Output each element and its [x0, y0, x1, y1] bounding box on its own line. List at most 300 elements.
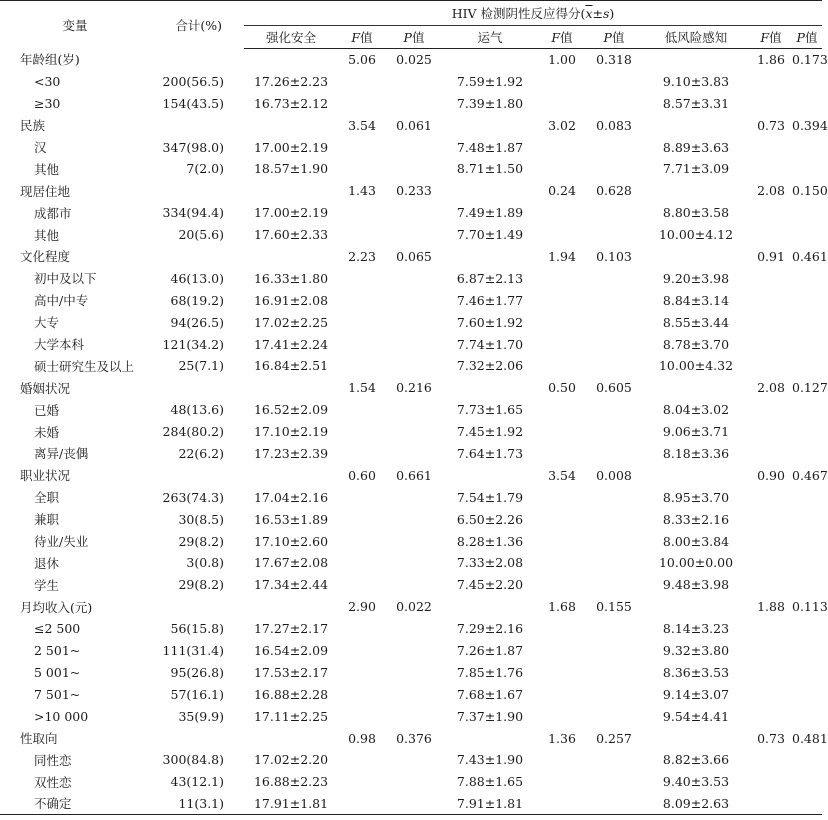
cell-f3 [750, 224, 792, 246]
cell-f3 [750, 574, 792, 596]
table-row [0, 224, 822, 246]
cell-p2 [586, 311, 642, 333]
table-group-row [0, 377, 822, 399]
cell-p3: 0.461 [792, 248, 828, 264]
cell-f3 [750, 508, 792, 530]
cell-p2 [586, 267, 642, 289]
cell-p1 [386, 530, 442, 552]
cell-safety: 16.84±2.51 [253, 358, 329, 374]
cell-f2 [538, 661, 586, 683]
cell-p3 [792, 421, 822, 443]
cell-safety: 17.27±2.17 [253, 621, 329, 637]
cell-f2 [538, 486, 586, 508]
cell-f1: 1.43 [348, 183, 376, 199]
cell-luck [442, 49, 538, 71]
cell-p2: 0.155 [596, 599, 632, 615]
cell-luck: 7.70±1.49 [456, 227, 524, 243]
mean-symbol: $\overline{x}$ [585, 6, 593, 21]
cell-f2 [538, 267, 586, 289]
cell-f1 [338, 640, 386, 662]
cell-f2 [538, 771, 586, 793]
table-row [0, 486, 822, 508]
cell-safety: 16.88±2.23 [253, 774, 329, 790]
cell-p2: 0.083 [596, 117, 632, 133]
cell-total: 200(56.5) [162, 73, 224, 89]
cell-f1 [338, 705, 386, 727]
cell-lowrisk: 8.89±3.63 [662, 139, 730, 155]
cell-f2 [538, 355, 586, 377]
cell-f3 [750, 443, 792, 465]
cell-luck: 7.48±1.87 [456, 139, 524, 155]
cell-total [150, 246, 244, 268]
cell-p1 [386, 640, 442, 662]
cell-total [150, 49, 244, 71]
cell-total: 25(7.1) [178, 358, 224, 374]
cell-label: 双性恋 [34, 774, 72, 790]
cell-label: 退休 [34, 555, 60, 571]
header-p1: P值 [386, 26, 442, 49]
cell-f3: 0.90 [757, 467, 785, 483]
cell-p3 [792, 333, 822, 355]
header-variable: 变量 [0, 1, 150, 49]
table-row [0, 508, 822, 530]
cell-f3 [750, 267, 792, 289]
cell-p2 [586, 508, 642, 530]
table-row [0, 552, 822, 574]
cell-f2 [538, 136, 586, 158]
cell-p2 [586, 333, 642, 355]
cell-f3 [750, 333, 792, 355]
cell-luck [442, 114, 538, 136]
cell-f2 [538, 311, 586, 333]
cell-lowrisk: 8.33±2.16 [662, 511, 730, 527]
cell-safety: 17.00±2.19 [253, 139, 329, 155]
cell-total [150, 727, 244, 749]
cell-lowrisk: 10.00±4.32 [658, 358, 734, 374]
header-luck: 运气 [442, 26, 538, 49]
cell-label: 硕士研究生及以上 [34, 358, 135, 374]
cell-label: 汉 [34, 140, 47, 155]
cell-total: 68(19.2) [170, 292, 224, 308]
cell-luck [442, 377, 538, 399]
cell-f2: 1.68 [548, 599, 576, 615]
cell-label: 7 501~ [34, 686, 81, 702]
cell-label: ≥30 [34, 95, 61, 111]
cell-f1: 3.54 [348, 117, 376, 133]
cell-lowrisk [642, 114, 750, 136]
cell-p3 [792, 574, 822, 596]
table-row [0, 158, 822, 180]
cell-label: 职业状况 [20, 468, 71, 484]
cell-p3: 0.127 [792, 380, 828, 396]
cell-p1 [386, 683, 442, 705]
cell-label: <30 [34, 73, 61, 89]
cell-safety [244, 114, 338, 136]
cell-f1: 2.90 [348, 599, 376, 615]
cell-lowrisk: 8.84±3.14 [662, 292, 730, 308]
cell-p3: 0.150 [792, 183, 828, 199]
cell-f1: 0.98 [348, 730, 376, 746]
cell-luck: 7.32±2.06 [456, 358, 524, 374]
cell-p3 [792, 224, 822, 246]
cell-lowrisk [642, 49, 750, 71]
cell-safety: 17.67±2.08 [253, 555, 329, 571]
cell-safety [244, 464, 338, 486]
cell-safety [244, 49, 338, 71]
cell-p2 [586, 136, 642, 158]
cell-f2 [538, 443, 586, 465]
cell-label: 全职 [34, 490, 60, 506]
header-group-title: HIV 检测阴性反应得分$(\overline{x}\pm s)$ [244, 1, 822, 26]
cell-p1 [386, 574, 442, 596]
cell-lowrisk: 9.48±3.98 [662, 577, 730, 593]
cell-f1 [338, 552, 386, 574]
cell-safety [244, 377, 338, 399]
cell-p2 [586, 224, 642, 246]
cell-f2: 1.00 [548, 52, 576, 68]
cell-f3 [750, 683, 792, 705]
cell-p3 [792, 311, 822, 333]
cell-lowrisk [642, 596, 750, 618]
cell-label: 成都市 [34, 205, 72, 221]
cell-p2 [586, 640, 642, 662]
cell-p3 [792, 793, 822, 815]
cell-p2 [586, 355, 642, 377]
cell-f3 [750, 749, 792, 771]
cell-p2: 0.605 [596, 380, 632, 396]
cell-f2: 0.50 [548, 380, 576, 396]
table-row [0, 530, 822, 552]
cell-total: 20(5.6) [178, 227, 224, 243]
header-p2: P值 [586, 26, 642, 49]
table-row [0, 355, 822, 377]
cell-f2 [538, 793, 586, 815]
cell-lowrisk: 7.71±3.09 [662, 161, 730, 177]
cell-safety: 16.73±2.12 [253, 95, 329, 111]
cell-p2 [586, 749, 642, 771]
cell-total: 46(13.0) [170, 270, 224, 286]
cell-lowrisk: 9.14±3.07 [662, 686, 730, 702]
cell-f3: 0.91 [757, 248, 785, 264]
cell-luck: 7.29±2.16 [456, 621, 524, 637]
cell-luck: 6.87±2.13 [456, 270, 524, 286]
cell-total: 57(16.1) [170, 686, 224, 702]
cell-f2 [538, 749, 586, 771]
cell-label: >10 000 [34, 708, 89, 724]
cell-f2 [538, 705, 586, 727]
cell-f3 [750, 70, 792, 92]
cell-total: 29(8.2) [178, 577, 224, 593]
cell-luck [442, 727, 538, 749]
cell-f1 [338, 224, 386, 246]
cell-p2 [586, 92, 642, 114]
header-f1: F值 [338, 26, 386, 49]
cell-f1 [338, 530, 386, 552]
cell-p1 [386, 399, 442, 421]
cell-f2 [538, 289, 586, 311]
cell-label: 月均收入(元) [20, 599, 93, 615]
cell-p2 [586, 771, 642, 793]
cell-p3 [792, 552, 822, 574]
cell-f1 [338, 289, 386, 311]
cell-p2: 0.103 [596, 248, 632, 264]
cell-p3 [792, 158, 822, 180]
cell-p3 [792, 618, 822, 640]
table-row [0, 618, 822, 640]
cell-total: 22(6.2) [178, 445, 224, 461]
cell-p2 [586, 793, 642, 815]
cell-total: 29(8.2) [178, 533, 224, 549]
cell-label: 高中/中专 [34, 293, 89, 309]
table-group-row [0, 464, 822, 486]
cell-total: 11(3.1) [150, 793, 244, 815]
cell-luck: 7.54±1.79 [456, 489, 524, 505]
table-row [0, 443, 822, 465]
cell-p3 [792, 683, 822, 705]
table-row [0, 70, 822, 92]
cell-p1: 0.025 [396, 52, 432, 68]
cell-p3 [792, 355, 822, 377]
cell-luck: 7.85±1.76 [456, 664, 524, 680]
cell-luck: 7.37±1.90 [456, 708, 524, 724]
cell-p1 [386, 311, 442, 333]
cell-p1 [386, 618, 442, 640]
cell-p1 [386, 771, 442, 793]
cell-f1: 0.60 [348, 467, 376, 483]
cell-label: 大专 [34, 315, 60, 331]
cell-total: 3(0.8) [186, 555, 224, 571]
table-row [0, 92, 822, 114]
cell-f2 [538, 574, 586, 596]
cell-p1 [386, 793, 442, 815]
cell-lowrisk: 8.00±3.84 [662, 533, 730, 549]
cell-f1 [338, 443, 386, 465]
cell-luck [442, 180, 538, 202]
table-group-row [0, 246, 822, 268]
cell-f2 [538, 640, 586, 662]
table-group-row [0, 114, 822, 136]
header-total: 合计(%) [150, 1, 244, 49]
cell-total: 121(34.2) [162, 336, 224, 352]
cell-luck: 7.88±1.65 [456, 774, 524, 790]
cell-safety: 16.53±1.89 [253, 511, 329, 527]
cell-f1: 1.54 [348, 380, 376, 396]
cell-label: 年龄组(岁) [20, 52, 80, 68]
table-row [0, 202, 822, 224]
cell-p2 [586, 70, 642, 92]
cell-f2 [538, 618, 586, 640]
cell-safety: 17.04±2.16 [253, 489, 329, 505]
cell-p1 [386, 267, 442, 289]
cell-p2 [586, 661, 642, 683]
cell-p1 [386, 136, 442, 158]
cell-safety: 17.53±2.17 [253, 664, 329, 680]
cell-p1: 0.661 [396, 467, 432, 483]
cell-p2 [586, 486, 642, 508]
cell-luck: 8.71±1.50 [456, 161, 524, 177]
cell-safety: 17.02±2.20 [253, 752, 329, 768]
cell-luck [442, 464, 538, 486]
cell-label: 文化程度 [20, 249, 71, 265]
cell-f3 [750, 530, 792, 552]
cell-f2: 1.94 [548, 248, 576, 264]
cell-label: 5 001~ [34, 664, 81, 680]
cell-p3 [792, 661, 822, 683]
cell-lowrisk: 9.40±3.53 [662, 774, 730, 790]
cell-p3: 0.113 [792, 599, 828, 615]
cell-luck: 7.45±2.20 [456, 577, 524, 593]
cell-p1 [386, 202, 442, 224]
cell-f3 [750, 618, 792, 640]
cell-f3 [750, 486, 792, 508]
cell-f3 [750, 158, 792, 180]
cell-f1: 2.23 [348, 248, 376, 264]
cell-lowrisk [642, 464, 750, 486]
cell-label: 婚姻状况 [20, 380, 71, 396]
cell-f1 [338, 399, 386, 421]
cell-p1 [386, 552, 442, 574]
cell-total: 111(31.4) [162, 642, 224, 658]
cell-f2 [538, 683, 586, 705]
cell-p1 [386, 443, 442, 465]
cell-p2: 0.257 [596, 730, 632, 746]
table-row [0, 771, 822, 793]
cell-f3 [750, 640, 792, 662]
cell-luck: 7.26±1.87 [456, 642, 524, 658]
cell-safety: 17.10±2.19 [253, 424, 329, 440]
cell-label: 大学本科 [34, 337, 85, 353]
cell-luck: 7.68±1.67 [456, 686, 524, 702]
cell-p2 [586, 443, 642, 465]
cell-f2 [538, 70, 586, 92]
cell-label: 学生 [34, 577, 60, 593]
cell-f2 [538, 508, 586, 530]
cell-p2 [586, 421, 642, 443]
cell-safety: 17.02±2.25 [253, 314, 329, 330]
cell-p1 [386, 749, 442, 771]
cell-f2: 1.36 [548, 730, 576, 746]
cell-luck: 7.73±1.65 [456, 402, 524, 418]
cell-p3: 0.481 [792, 730, 828, 746]
cell-total: 334(94.4) [162, 205, 224, 221]
cell-p2 [586, 399, 642, 421]
cell-lowrisk: 8.18±3.36 [662, 445, 730, 461]
cell-lowrisk: 8.14±3.23 [662, 621, 730, 637]
cell-p1 [386, 355, 442, 377]
cell-lowrisk: 9.20±3.98 [662, 270, 730, 286]
cell-f3 [750, 661, 792, 683]
header-f2: F值 [538, 26, 586, 49]
cell-f3 [750, 705, 792, 727]
cell-f1 [338, 793, 386, 815]
cell-f1 [338, 158, 386, 180]
cell-f1 [338, 618, 386, 640]
cell-f1 [338, 661, 386, 683]
cell-p2 [586, 158, 642, 180]
cell-luck: 7.45±1.92 [456, 424, 524, 440]
cell-f3: 1.86 [757, 52, 785, 68]
cell-p3 [792, 486, 822, 508]
cell-p3 [792, 508, 822, 530]
cell-label: ≤2 500 [34, 621, 81, 637]
cell-p3 [792, 70, 822, 92]
header-f3: F值 [750, 26, 792, 49]
cell-total: 7(2.0) [186, 161, 224, 177]
cell-p1 [386, 508, 442, 530]
cell-p3 [792, 749, 822, 771]
cell-lowrisk: 8.57±3.31 [662, 95, 730, 111]
cell-p2 [586, 202, 642, 224]
cell-label: 2 501~ [34, 642, 81, 658]
cell-lowrisk: 8.09±2.63 [642, 793, 750, 815]
cell-safety: 17.60±2.33 [253, 227, 329, 243]
cell-f2: 3.02 [548, 117, 576, 133]
cell-luck: 7.33±2.08 [456, 555, 524, 571]
cell-p2 [586, 705, 642, 727]
cell-p3: 0.467 [792, 467, 828, 483]
cell-f2 [538, 92, 586, 114]
cell-safety: 17.34±2.44 [253, 577, 329, 593]
cell-label: 待业/失业 [34, 534, 89, 550]
cell-f1 [338, 311, 386, 333]
cell-f3: 1.88 [757, 599, 785, 615]
cell-p3 [792, 267, 822, 289]
header-safety: 强化安全 [244, 26, 338, 49]
cell-label: 已婚 [34, 402, 60, 418]
cell-p3 [792, 136, 822, 158]
cell-lowrisk: 10.00±4.12 [658, 227, 734, 243]
cell-safety: 18.57±1.90 [253, 161, 329, 177]
cell-luck: 7.74±1.70 [456, 336, 524, 352]
cell-label: 同性恋 [34, 752, 72, 768]
cell-p1: 0.061 [396, 117, 432, 133]
cell-f3 [750, 421, 792, 443]
cell-luck: 7.60±1.92 [456, 314, 524, 330]
cell-luck [442, 246, 538, 268]
cell-f2 [538, 421, 586, 443]
cell-p3 [792, 202, 822, 224]
cell-lowrisk: 8.78±3.70 [662, 336, 730, 352]
cell-f1 [338, 70, 386, 92]
cell-lowrisk: 9.06±3.71 [662, 424, 730, 440]
table-row [0, 749, 822, 771]
cell-total: 35(9.9) [178, 708, 224, 724]
table-row [0, 705, 822, 727]
cell-f3 [750, 793, 792, 815]
cell-lowrisk [642, 377, 750, 399]
cell-f1 [338, 683, 386, 705]
cell-luck: 7.46±1.77 [456, 292, 524, 308]
cell-p1: 0.376 [396, 730, 432, 746]
cell-f2 [538, 333, 586, 355]
cell-lowrisk: 8.82±3.66 [662, 752, 730, 768]
cell-luck: 7.39±1.80 [456, 95, 524, 111]
cell-label: 离异/丧偶 [34, 446, 89, 462]
cell-p2 [586, 530, 642, 552]
table-row [0, 421, 822, 443]
cell-p1 [386, 92, 442, 114]
cell-f2 [538, 530, 586, 552]
cell-total: 56(15.8) [170, 621, 224, 637]
cell-safety: 17.11±2.25 [253, 708, 329, 724]
cell-p2 [586, 289, 642, 311]
table-row [0, 683, 822, 705]
cell-lowrisk: 9.10±3.83 [662, 73, 730, 89]
cell-f1 [338, 749, 386, 771]
cell-p3 [792, 530, 822, 552]
cell-safety: 16.54±2.09 [253, 642, 329, 658]
cell-label: 现居住地 [20, 183, 71, 199]
